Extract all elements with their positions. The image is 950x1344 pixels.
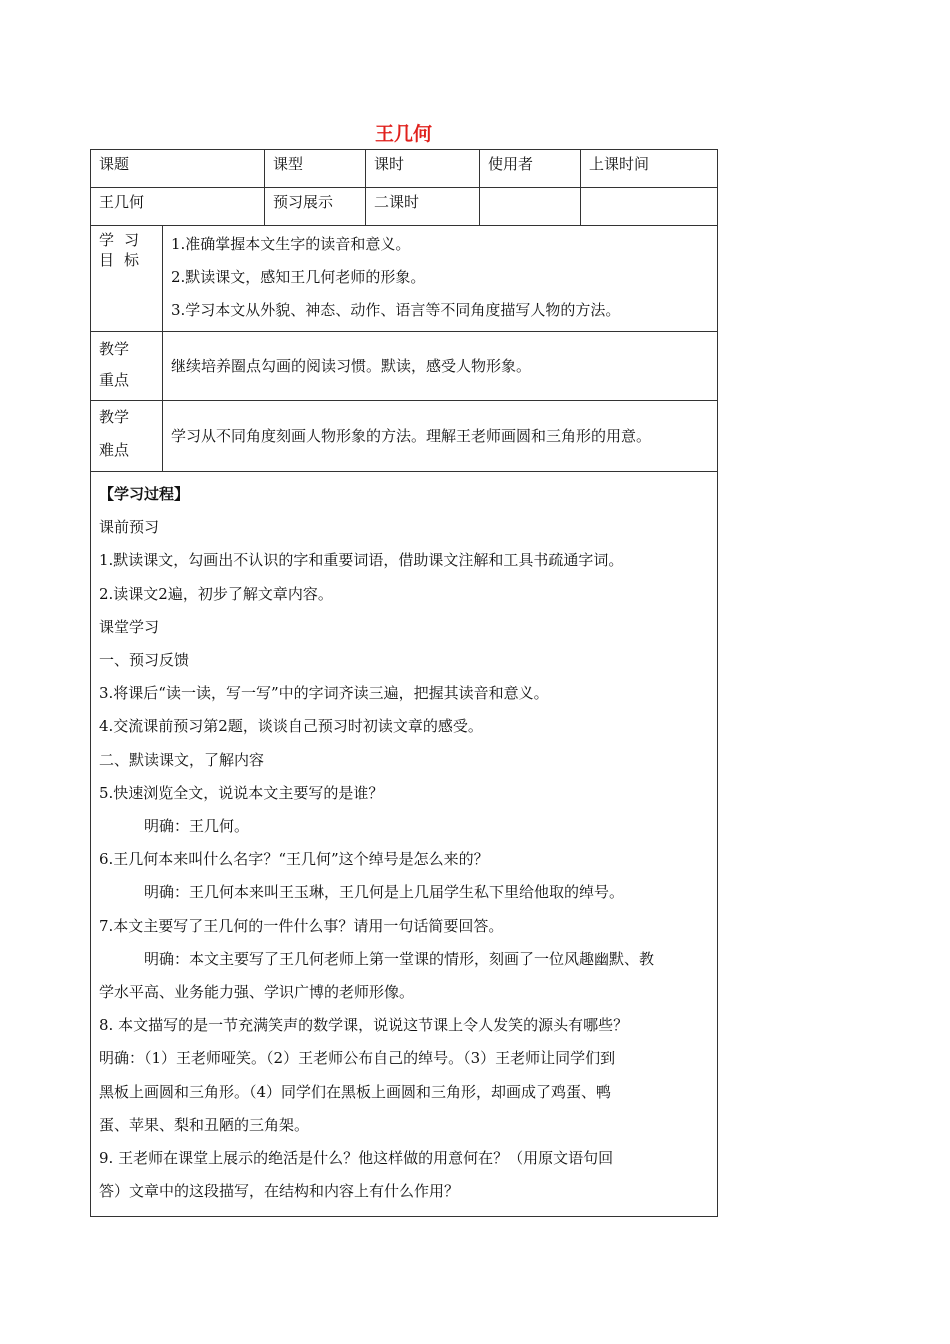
goals-label [91,226,163,332]
page-title: 王几何 [374,123,432,145]
process-line: 蛋、苹果、梨和丑陋的三角架。 [99,1115,310,1134]
process-row [91,472,718,1217]
process-line: 9. 王老师在课堂上展示的绝活是什么？他这样做的用意何在？（用原文语句回 [99,1149,614,1168]
goals-label-line1: 学习 [99,231,150,249]
info-type: 预习展示 [265,188,366,226]
goal-item: 3.学习本文从外貌、神态、动作、语言等不同角度描写人物的方法。 [171,301,621,319]
process-line: 3.将课后“读一读，写一写”中的字词齐读三遍，把握其读音和意义。 [99,684,549,703]
process-answer: 明确：王几何。 [144,817,250,836]
process-line: 课前预习 [99,518,160,537]
process-line: 一、预习反馈 [99,651,190,670]
header-user: 使用者 [480,150,581,188]
goal-item: 1.准确掌握本文生字的读音和意义。 [171,235,411,253]
focus-text: 继续培养圈点勾画的阅读习惯。默读，感受人物形象。 [163,332,718,401]
process-line: 1.默读课文，勾画出不认识的字和重要词语，借助课文注解和工具书疏通字词。 [99,551,624,570]
process-line: 5.快速浏览全文，说说本文主要写的是谁？ [99,783,384,802]
process-line: 课堂学习 [99,617,160,636]
process-heading: 【学习过程】 [99,485,190,503]
header-subject: 课题 [91,150,265,188]
focus-label [91,332,163,401]
focus-row [91,332,718,401]
process-line: 6.王几何本来叫什么名字？“王几何”这个绰号是怎么来的？ [99,850,489,869]
lesson-plan-table [90,149,718,1217]
process-answer: 明确：王几何本来叫王玉琳，王几何是上几届学生私下里给他取的绰号。 [144,883,625,902]
process-line: 2.读课文2遍，初步了解文章内容。 [99,584,333,603]
difficulty-label-line1: 教学 [99,408,130,426]
process-line: 明确：（1）王老师哑笑。（2）王老师公布自己的绰号。（3）王老师让同学们到 [99,1049,616,1068]
difficulty-text: 学习从不同角度刻画人物形象的方法。理解王老师画圆和三角形的用意。 [163,401,718,472]
learning-process [91,472,718,1217]
info-user [480,188,581,226]
goals-list [163,226,718,332]
header-hours: 课时 [366,150,480,188]
goals-label-line2: 目标 [99,251,150,269]
focus-label-line1: 教学 [99,340,130,358]
process-line: 学水平高、业务能力强、学识广博的老师形像。 [99,983,415,1002]
header-type: 课型 [265,150,366,188]
difficulty-label-line2: 难点 [99,441,130,459]
info-subject: 王几何 [91,188,265,226]
goal-item: 2.默读课文，感知王几何老师的形象。 [171,268,426,286]
difficulty-label [91,401,163,472]
process-answer: 明确：本文主要写了王几何老师上第一堂课的情形，刻画了一位风趣幽默、教 [144,949,655,968]
process-line: 8. 本文描写的是一节充满笑声的数学课，说说这节课上令人发笑的源头有哪些？ [99,1016,629,1035]
header-row [91,150,718,188]
process-line: 4.交流课前预习第2题，谈谈自己预习时初读文章的感受。 [99,717,483,736]
info-row [91,188,718,226]
process-line: 黑板上画圆和三角形。（4）同学们在黑板上画圆和三角形，却画成了鸡蛋、鸭 [99,1082,612,1101]
difficulty-row [91,401,718,472]
info-time [581,188,718,226]
info-hours: 二课时 [366,188,480,226]
process-line: 答）文章中的这段描写，在结构和内容上有什么作用？ [99,1182,460,1201]
process-line: 二、默读课文，了解内容 [99,750,265,769]
focus-label-line2: 重点 [99,371,130,389]
process-line: 7.本文主要写了王几何的一件什么事？请用一句话简要回答。 [99,916,504,935]
header-time: 上课时间 [581,150,718,188]
goals-row [91,226,718,332]
